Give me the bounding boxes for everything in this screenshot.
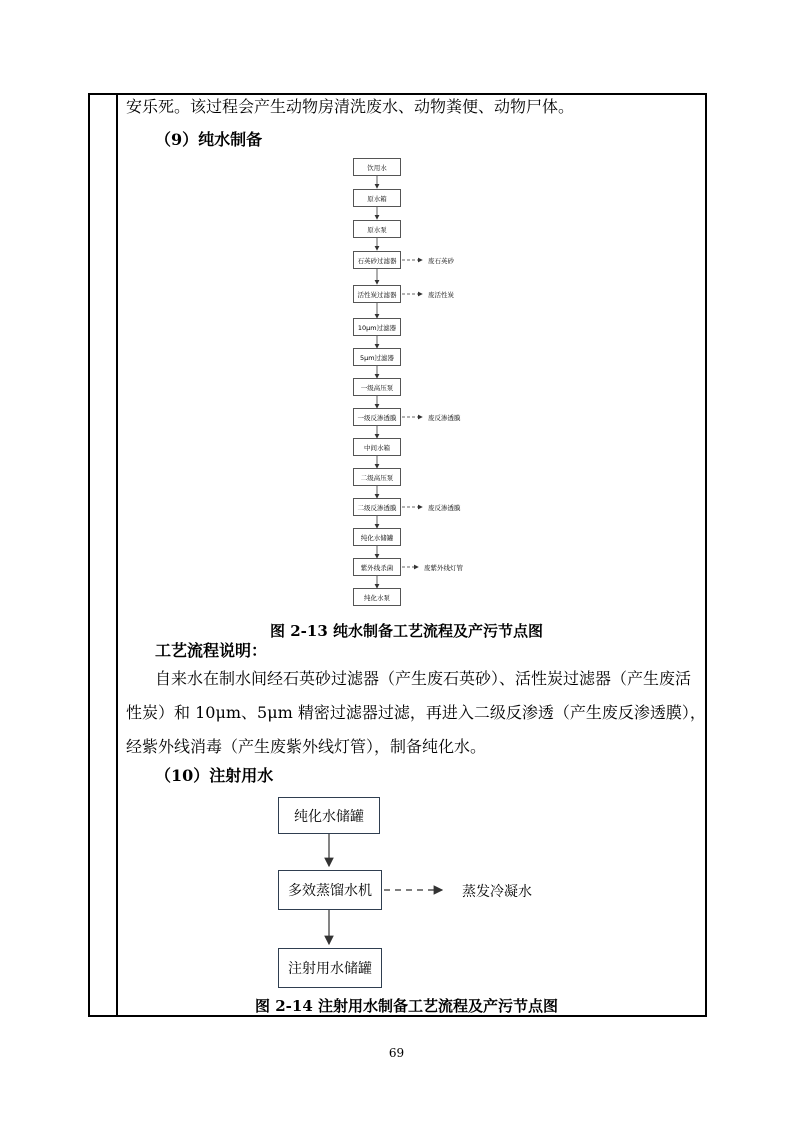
node-drinking-water: 饮用水 — [353, 158, 401, 176]
output-waste-quartz: 废石英砂 — [428, 257, 454, 265]
flowchart-pure-water — [290, 156, 500, 612]
node-middle-tank: 中间水箱 — [353, 438, 401, 456]
node-raw-water-pump: 原水泵 — [353, 220, 401, 238]
node-injection-water-storage: 注射用水储罐 — [278, 948, 382, 988]
paragraph-top: 安乐死。该过程会产生动物房清洗废水、动物粪便、动物尸体。 — [126, 97, 575, 116]
figure-14-caption: 图 2-14 注射用水制备工艺流程及产污节点图 — [255, 997, 558, 1015]
node-quartz-filter: 石英砂过滤器 — [353, 251, 401, 269]
section-9-title: （9）纯水制备 — [155, 130, 263, 149]
output-waste-ro-1: 废反渗透膜 — [428, 414, 461, 422]
output-waste-ro-2: 废反渗透膜 — [428, 504, 461, 512]
node-ro-membrane-2: 二级反渗透膜 — [353, 498, 401, 516]
node-5um-filter: 5μm过滤器 — [353, 348, 401, 366]
node-10um-filter: 10μm过滤器 — [353, 318, 401, 336]
node-pure-water-storage: 纯化水储罐 — [278, 797, 380, 834]
node-hp-pump-2: 二级高压泵 — [353, 468, 401, 486]
node-uv-sterilizer: 紫外线杀菌 — [353, 558, 401, 576]
node-hp-pump-1: 一级高压泵 — [353, 378, 401, 396]
process-description-line-1: 自来水在制水间经石英砂过滤器（产生废石英砂）、活性炭过滤器（产生废活 — [155, 669, 692, 688]
node-raw-water-tank: 原水箱 — [353, 189, 401, 207]
output-waste-carbon: 废活性炭 — [428, 291, 454, 299]
process-description-line-2: 性炭）和 10μm、5μm 精密过滤器过滤，再进入二级反渗透（产生废反渗透膜）， — [126, 703, 706, 722]
section-10-title: （10）注射用水 — [155, 766, 274, 785]
page-number: 69 — [388, 1046, 405, 1060]
node-pure-water-pump: 纯化水泵 — [353, 588, 401, 606]
output-evaporative-condensate: 蒸发冷凝水 — [462, 884, 532, 900]
node-carbon-filter: 活性炭过滤器 — [353, 285, 401, 303]
table-column-divider — [116, 93, 118, 1017]
output-waste-uv: 废紫外线灯管 — [424, 564, 463, 572]
process-description-line-3: 经紫外线消毒（产生废紫外线灯管），制备纯化水。 — [126, 737, 487, 756]
node-ro-membrane-1: 一级反渗透膜 — [353, 408, 401, 426]
node-pure-water-tank: 纯化水储罐 — [353, 528, 401, 546]
node-multi-effect-still: 多效蒸馏水机 — [278, 870, 382, 910]
process-description-title: 工艺流程说明： — [155, 641, 268, 660]
figure-13-caption: 图 2-13 纯水制备工艺流程及产污节点图 — [270, 622, 543, 640]
